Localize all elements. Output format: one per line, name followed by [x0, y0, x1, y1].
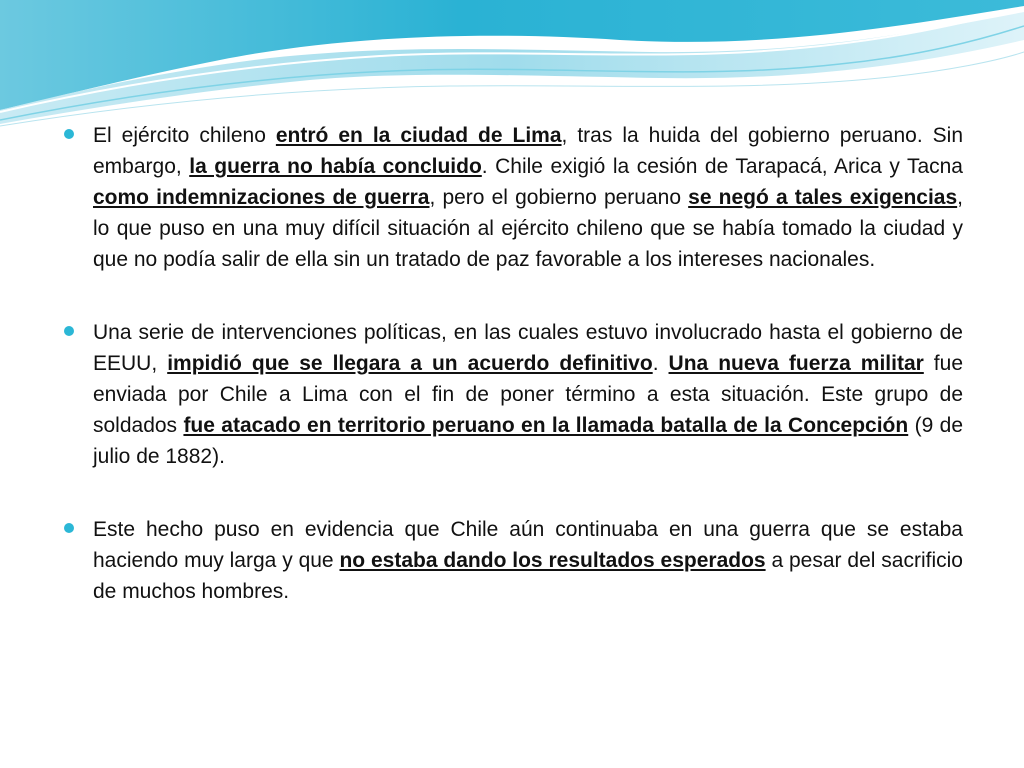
bullet-text: [93, 120, 963, 275]
bullet-text: [93, 514, 963, 607]
bullet-item: [62, 120, 963, 275]
emphasized-text: entró en la ciudad de Lima: [275, 124, 562, 147]
text-segment: . Chile exigió la cesión de Tarapacá, Arica y Tacna: [481, 155, 963, 178]
bullet-text: [93, 317, 963, 472]
emphasized-text: no estaba dando los resultados esperados: [339, 549, 766, 572]
text-segment: Este hecho puso en evidencia que Chile aún continuaba en una guerra que se estaba haciendo muy larga y que: [93, 518, 963, 572]
bullet-item: [62, 317, 963, 472]
text-segment: , lo que puso en una muy difícil situación al ejército chileno que se había tomado la ciudad y que no podía salir de ella sin un tratado de paz favorable a los intereses nacionales.: [93, 186, 963, 271]
text-segment: , pero el gobierno peruano: [429, 186, 689, 209]
bullet-dot-icon: [64, 326, 74, 336]
bullet-dot-icon: [64, 129, 74, 139]
text-segment: a pesar del sacrificio de muchos hombres.: [93, 549, 963, 603]
bullet-item: [62, 514, 963, 607]
text-segment: El ejército chileno: [93, 124, 276, 147]
emphasized-text: impidió que se llegara a un acuerdo definitivo: [167, 352, 653, 375]
emphasized-text: como indemnizaciones de guerra: [93, 186, 430, 209]
emphasized-text: fue atacado en territorio peruano en la llamada batalla de la Concepción: [183, 414, 909, 437]
text-segment: fue enviada por Chile a Lima con el fin de poner término a esta situación. Este grupo de soldados: [93, 352, 963, 437]
emphasized-text: Una nueva fuerza militar: [668, 352, 924, 375]
text-segment: Una serie de intervenciones políticas, en las cuales estuvo involucrado hasta el gobierno de EEUU,: [93, 321, 963, 375]
wave-header-decoration: [0, 0, 1024, 130]
emphasized-text: la guerra no había concluido: [189, 155, 482, 178]
bullet-list: [62, 120, 963, 649]
text-segment: (9 de julio de 1882).: [93, 414, 963, 468]
bullet-dot-icon: [64, 523, 74, 533]
text-segment: .: [652, 352, 669, 375]
emphasized-text: se negó a tales exigencias: [688, 186, 958, 209]
text-segment: , tras la huida del gobierno peruano. Sin embargo,: [93, 124, 964, 178]
